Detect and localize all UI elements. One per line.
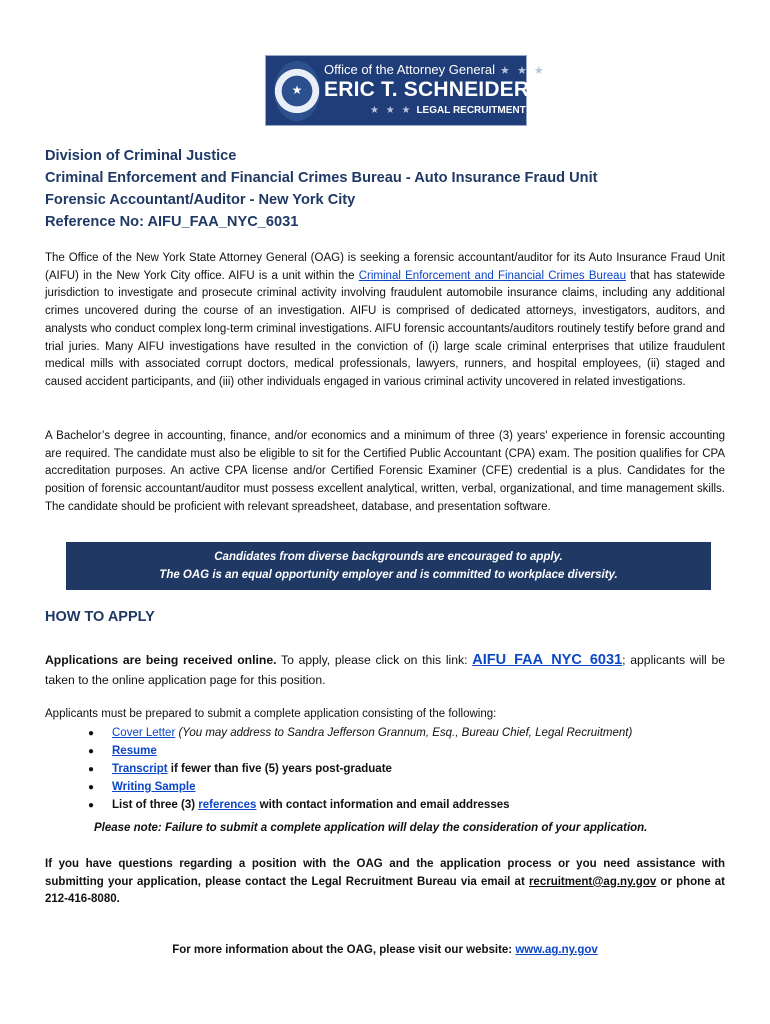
callout-line-2: The OAG is an equal opportunity employer and is committed to workplace diversity.	[159, 569, 618, 581]
footer-text	[0, 944, 770, 956]
intro-text-2: that has statewide jurisdiction to investigate and prosecute criminal activity involving fraudulent automobile insurance claims, including any additional crimes uncovered during the course of an investigation. AIFU is comprised of dedicated attorneys, investigators, auditors, and analysts who conduct complex long-term criminal investigations. AIFU forensic accountants/auditors routinely testify before grand and trial juries. Many AIFU investigations have resulted in the conviction of (i) large scale criminal enterprises that utilize fraudulent medical mills with associated corrupt doctors, medical professionals, lawyers, runners, and hospital employees, (ii) staged and caused accident participants, and (iii) other individuals engaged in various criminal activity uncovered in related investigations.	[45, 269, 725, 388]
star-icon-row: ★ ★ ★	[500, 65, 546, 77]
cover-letter-link[interactable]: Cover Letter	[112, 727, 176, 739]
apply-lead-text: To apply, please click on this link:	[276, 653, 473, 667]
references-prefix: List of three (3)	[112, 799, 199, 811]
banner-line1-text: Office of the Attorney General	[324, 62, 496, 77]
list-item-transcript	[88, 760, 632, 778]
list-item-writing-sample	[88, 778, 632, 796]
transcript-note: if fewer than five (5) years post-graduate	[167, 763, 392, 775]
transcript-link[interactable]: Transcript	[112, 763, 168, 775]
star-icon-row-2: ★ ★ ★	[370, 105, 413, 116]
diversity-callout	[66, 542, 711, 590]
list-item-resume	[88, 742, 632, 760]
references-note: with contact information and email addresses	[256, 799, 510, 811]
callout-line-1: Candidates from diverse backgrounds are encouraged to apply.	[214, 551, 563, 563]
how-to-apply-heading: HOW TO APPLY	[45, 609, 155, 625]
requirements-paragraph: A Bachelor’s degree in accounting, finance, and/or economics and a minimum of three (3) years' experience in forensic accounting are required. The candidate must also be eligible to sit for the Certified Public Accountant (CPA) exam. The position qualifies for CPA accreditation purposes. An active CPA license and/or Certified Forensic Examiner (CFE) credential is a plus. Candidates for the position of forensic accountant/auditor must possess excellent analytical, written, verbal, organizational, and time management skills. The candidate should be proficient with relevant spreadsheet, database, and presentation software.	[45, 430, 725, 513]
contact-paragraph	[45, 856, 725, 909]
apply-after-link: ; applicants will be taken to the online application page for this position.	[45, 653, 726, 687]
bureau-heading: Criminal Enforcement and Financial Crimes Bureau - Auto Insurance Fraud Unit	[45, 170, 598, 186]
position-heading: Forensic Accountant/Auditor - New York City	[45, 192, 356, 208]
division-heading: Division of Criminal Justice	[45, 148, 237, 164]
recruitment-email[interactable]: recruitment@ag.ny.gov	[528, 875, 657, 888]
website-link[interactable]: www.ag.ny.gov	[515, 944, 598, 956]
prepare-text: Applicants must be prepared to submit a complete application consisting of the following:	[45, 708, 497, 720]
cover-letter-note: (You may address to Sandra Jefferson Grannum, Esq., Bureau Chief, Legal Recruitment)	[175, 727, 633, 739]
apply-instructions	[45, 650, 725, 690]
banner-office-title	[324, 62, 546, 77]
contact-text-2: or phone at 212-416-8080.	[45, 875, 725, 906]
bureau-link[interactable]: Criminal Enforcement and Financial Crimes Bureau	[358, 269, 626, 282]
banner-line3-text: LEGAL RECRUITMENT BUREAU	[416, 105, 572, 116]
bullet-icon: ●	[88, 800, 95, 811]
state-seal-icon	[274, 61, 320, 121]
contact-text-1: If you have questions regarding a position with the OAG and the application process or you need assistance with submitting your application, please contact the Legal Recruitment Bureau via email at	[45, 858, 725, 888]
bullet-icon: ●	[88, 728, 95, 739]
intro-paragraph	[45, 250, 725, 392]
bullet-icon: ●	[88, 746, 95, 757]
seal-star-glyph: ★	[291, 83, 303, 97]
list-item-cover-letter	[88, 724, 632, 742]
oag-banner-logo	[265, 55, 578, 126]
banner-bureau-name	[370, 105, 571, 116]
application-link[interactable]: AIFU_FAA_NYC_6031	[472, 652, 623, 668]
resume-link[interactable]: Resume	[112, 745, 157, 757]
reference-heading: Reference No: AIFU_FAA_NYC_6031	[45, 214, 299, 230]
references-link[interactable]: references	[198, 799, 257, 811]
writing-sample-link[interactable]: Writing Sample	[112, 781, 196, 793]
banner-attorney-general-name: ERIC T. SCHNEIDERMAN	[324, 78, 578, 101]
bullet-icon: ●	[88, 782, 95, 793]
footer-label: For more information about the OAG, please visit our website:	[172, 944, 516, 956]
intro-text-1: The Office of the New York State Attorney General (OAG) is seeking a forensic accountant/auditor for its Auto Insurance Fraud Unit (AIFU) in the New York City office. AIFU is a unit within the	[45, 252, 725, 282]
list-item-references	[88, 796, 632, 814]
application-warning-note: Please note: Failure to submit a complete application will delay the consideration of your application.	[94, 822, 648, 834]
requirements-list	[88, 724, 632, 814]
bullet-icon: ●	[88, 764, 95, 775]
apply-lead-bold: Applications are being received online.	[45, 653, 277, 667]
